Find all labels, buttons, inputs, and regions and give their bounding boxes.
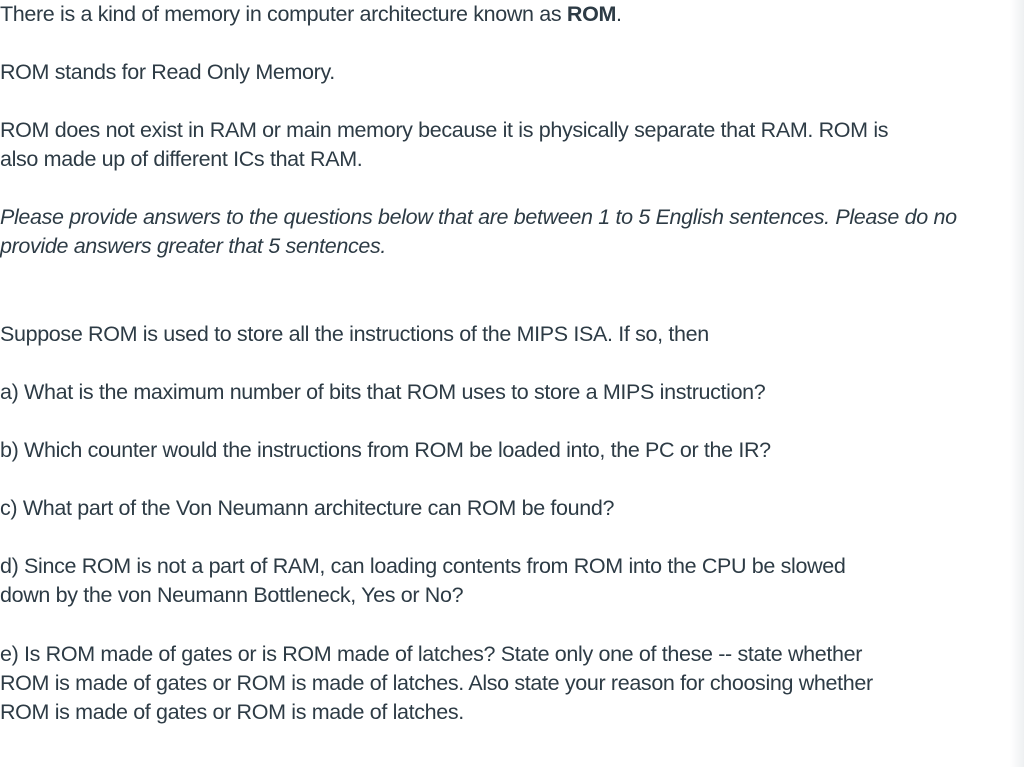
question-e-line-1: e) Is ROM made of gates or is ROM made of latches? State only one of these -- state whether	[0, 642, 863, 666]
question-a	[0, 378, 765, 407]
question-c	[0, 494, 614, 523]
intro-bold-term: ROM	[566, 2, 617, 26]
question-d-line-2: down by the von Neumann Bottleneck, Yes or No?	[0, 583, 464, 607]
scrollbar-track[interactable]	[1010, 0, 1024, 767]
rom-definition-paragraph	[0, 58, 335, 87]
instructions-line-1: Please provide answers to the questions below that are between 1 to 5 English sentences. Please do no	[0, 205, 957, 229]
question-a-text: a) What is the maximum number of bits that ROM uses to store a MIPS instruction?	[0, 380, 766, 404]
intro-paragraph	[0, 0, 622, 29]
question-e	[0, 640, 873, 727]
intro-period: .	[616, 2, 622, 26]
question-e-line-3: ROM is made of gates or ROM is made of latches.	[0, 700, 464, 724]
question-b	[0, 436, 771, 465]
question-e-line-2: ROM is made of gates or ROM is made of latches. Also state your reason for choosing whether	[0, 671, 873, 695]
instructions-line-2: provide answers greater that 5 sentences.	[0, 234, 387, 258]
suppose-text: Suppose ROM is used to store all the instructions of the MIPS ISA. If so, then	[0, 322, 709, 346]
question-c-text: c) What part of the Von Neumann architecture can ROM be found?	[0, 496, 615, 520]
question-d-line-1: d) Since ROM is not a part of RAM, can loading contents from ROM into the CPU be slowed	[0, 554, 846, 578]
intro-text: There is a kind of memory in computer architecture known as	[0, 2, 567, 26]
suppose-paragraph	[0, 320, 709, 349]
instructions-paragraph	[0, 203, 957, 261]
question-d	[0, 552, 845, 610]
rom-separate-line-1: ROM does not exist in RAM or main memory because it is physically separate that RAM. ROM is	[0, 118, 889, 142]
rom-separate-line-2: also made up of different ICs that RAM.	[0, 147, 363, 171]
rom-definition-text: ROM stands for Read Only Memory.	[0, 60, 335, 84]
question-b-text: b) Which counter would the instructions from ROM be loaded into, the PC or the IR?	[0, 438, 771, 462]
rom-separate-paragraph	[0, 116, 888, 174]
